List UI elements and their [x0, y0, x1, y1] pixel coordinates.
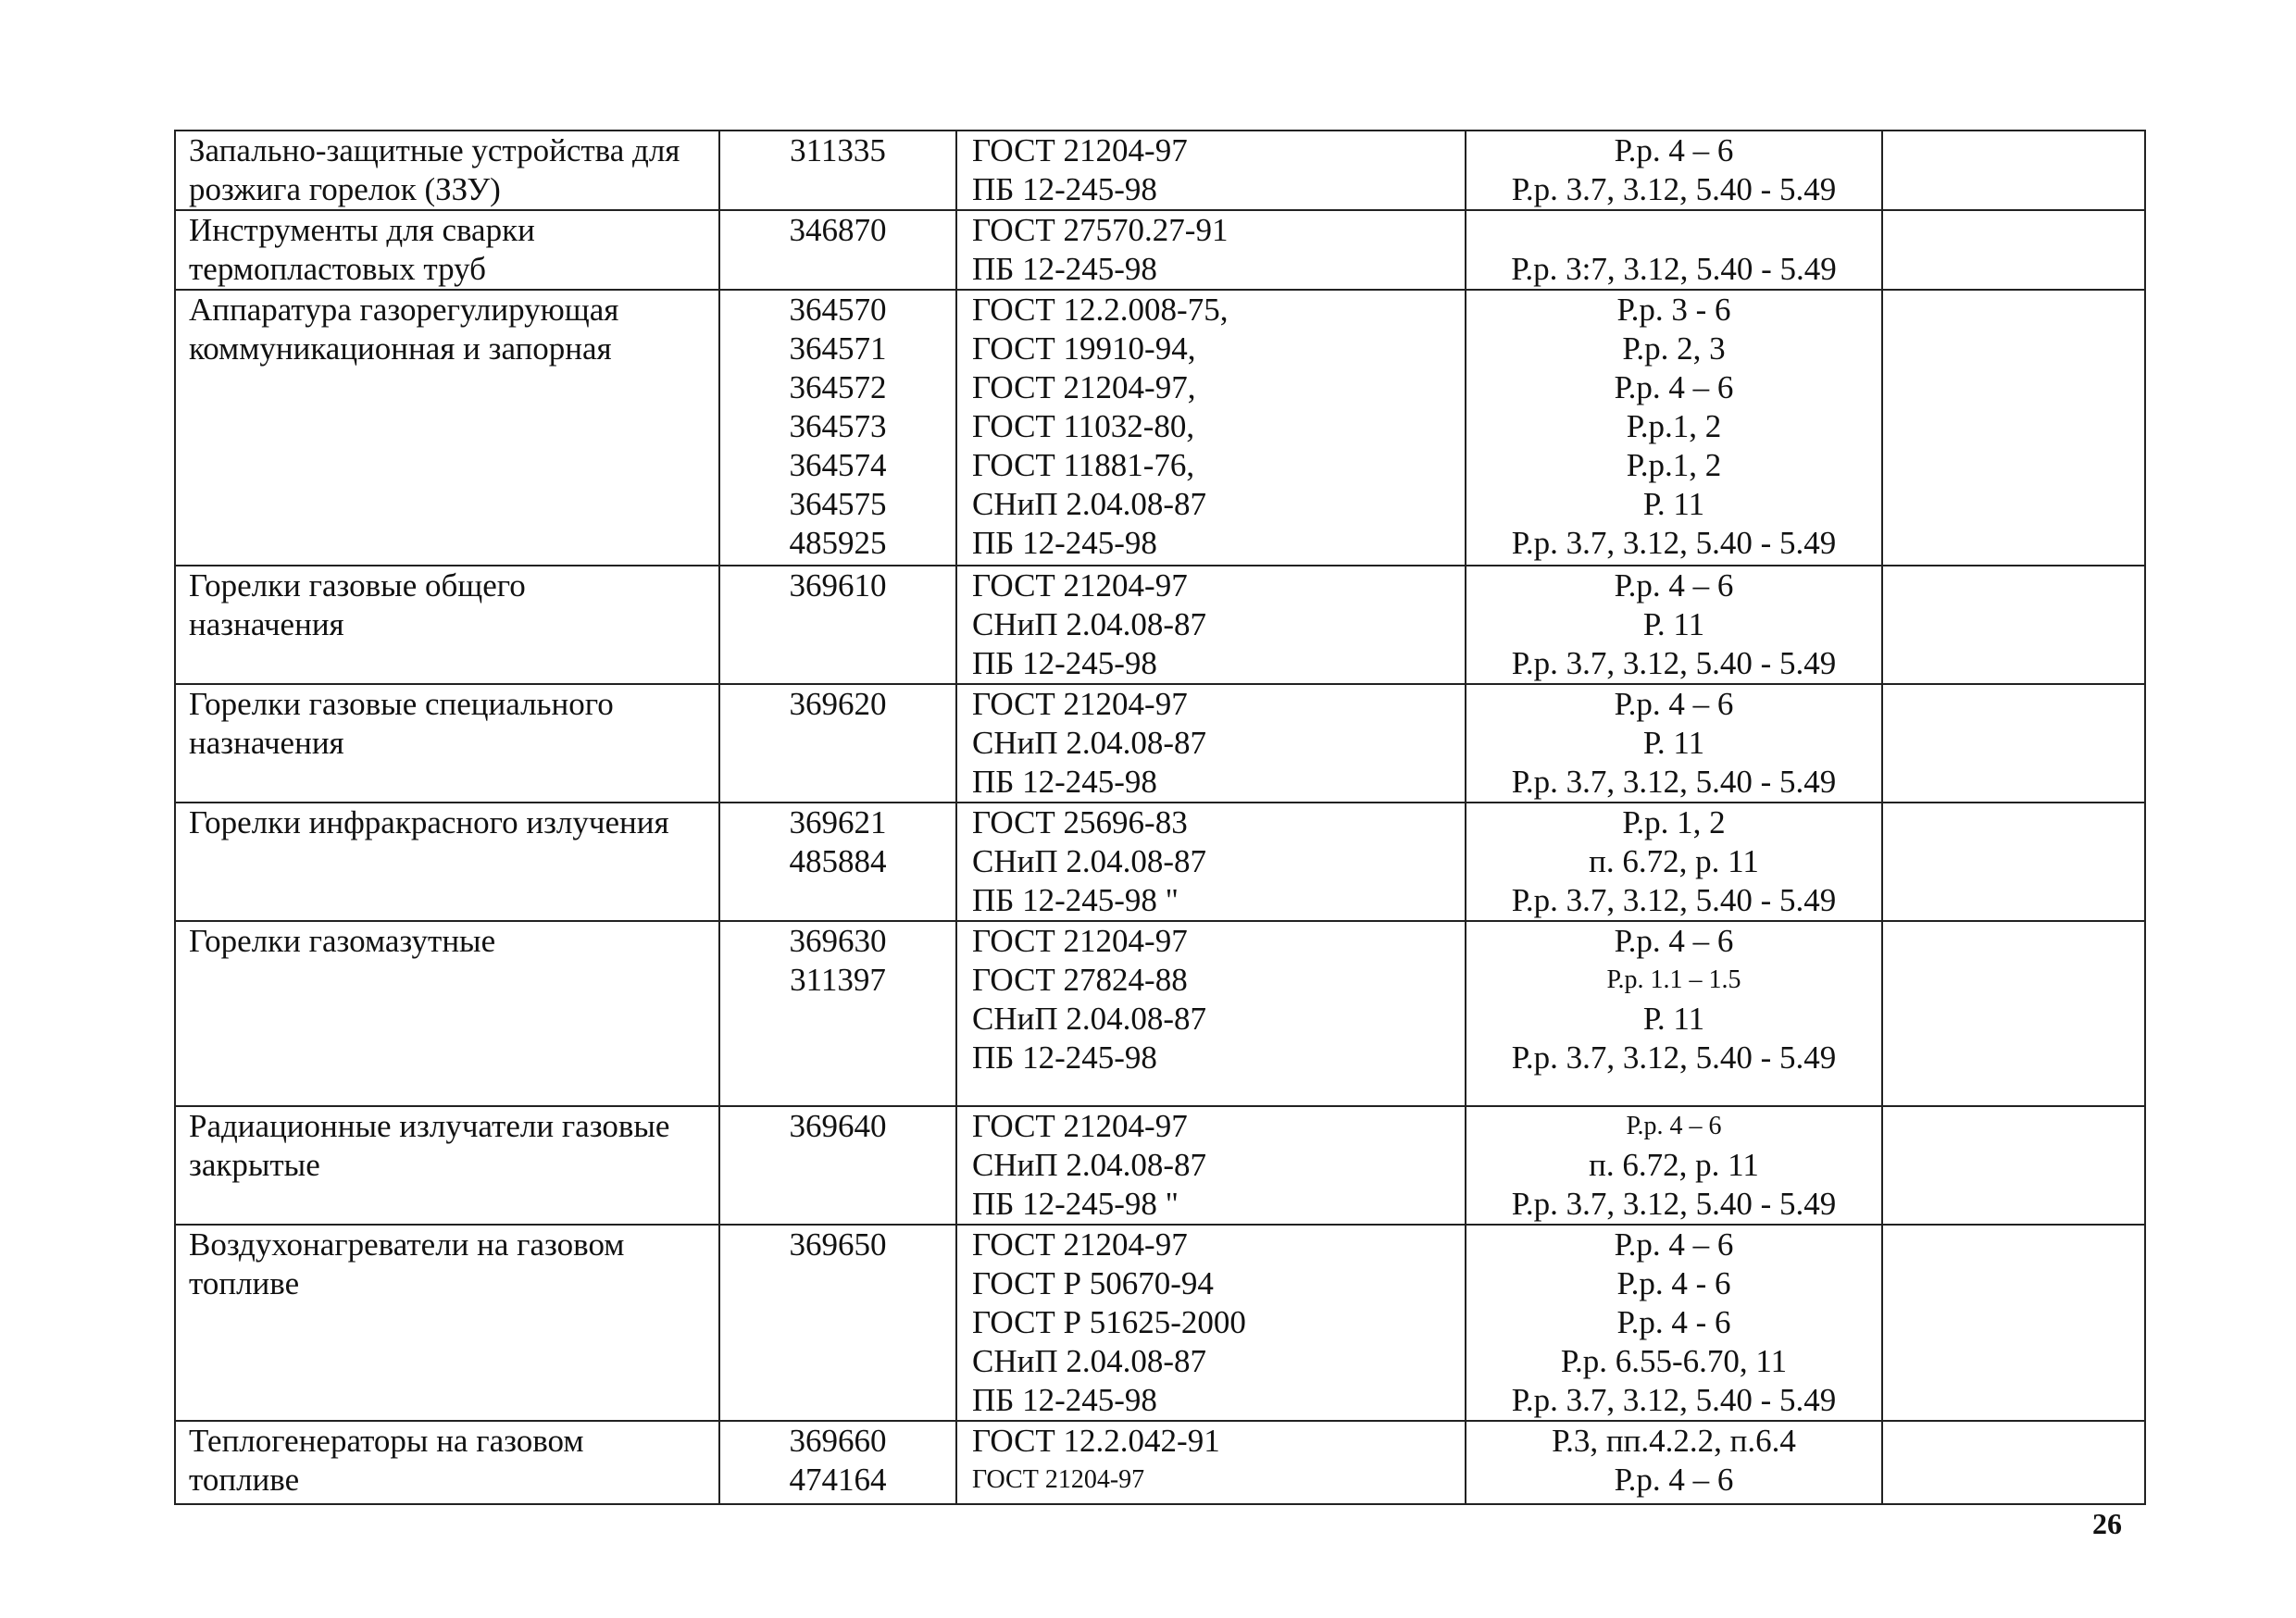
- reference-cell: [1466, 1106, 1882, 1225]
- product-name-cell: [175, 1421, 719, 1504]
- product-name-line: Горелки газовые общего: [189, 567, 526, 604]
- standard-cell: [956, 1421, 1466, 1504]
- reference-line: Р.р. 3.7, 3.12, 5.40 - 5.49: [1511, 525, 1837, 561]
- table-row: [175, 566, 2145, 684]
- reference-line: Р. 11: [1642, 606, 1705, 642]
- standard-line: ПБ 12-245-98: [972, 1382, 1157, 1418]
- product-name-cell: [175, 210, 719, 290]
- product-name-cell: [175, 1225, 719, 1421]
- product-name-cell: [175, 803, 719, 921]
- product-code: 369650: [789, 1226, 887, 1263]
- reference-line: Р.р. 4 – 6: [1614, 369, 1734, 405]
- standard-line: ГОСТ 11032-80,: [972, 408, 1195, 444]
- standard-line: ПБ 12-245-98: [972, 645, 1157, 681]
- reference-cell: [1466, 803, 1882, 921]
- product-name-line: Горелки инфракрасного излучения: [189, 804, 669, 840]
- product-code-cell: [719, 1106, 956, 1225]
- product-name-line: Горелки газомазутные: [189, 923, 496, 959]
- standard-line: ГОСТ 21204-97: [972, 1465, 1145, 1494]
- reference-line: Р.р. 2, 3: [1622, 330, 1726, 367]
- product-code: 369620: [789, 686, 887, 722]
- standard-line: ГОСТ Р 51625-2000: [972, 1304, 1246, 1340]
- product-code: 364572: [789, 369, 887, 405]
- product-code: 485925: [789, 525, 887, 561]
- reference-line: Р. 11: [1642, 486, 1705, 522]
- standard-line: ГОСТ 21204-97: [972, 923, 1188, 959]
- reference-line: Р.р. 3 - 6: [1616, 292, 1731, 328]
- standard-line: ПБ 12-245-98: [972, 764, 1157, 800]
- standard-line: ГОСТ 12.2.008-75,: [972, 292, 1229, 328]
- product-code-cell: [719, 1225, 956, 1421]
- standard-line: ПБ 12-245-98 ": [972, 1186, 1179, 1222]
- product-name-cell: [175, 684, 719, 803]
- standard-line: ГОСТ 27570.27-91: [972, 212, 1229, 248]
- empty-cell: [1882, 210, 2145, 290]
- reference-cell: [1466, 210, 1882, 290]
- empty-cell: [1882, 1225, 2145, 1421]
- reference-line: Р.р. 3.7, 3.12, 5.40 - 5.49: [1511, 882, 1837, 918]
- product-code: 369630: [789, 923, 887, 959]
- reference-line: Р.р. 4 – 6: [1614, 686, 1734, 722]
- standard-line: ГОСТ 11881-76,: [972, 447, 1195, 483]
- product-name-line: закрытые: [189, 1147, 320, 1183]
- product-code: 364571: [789, 330, 887, 367]
- table-row: [175, 921, 2145, 1106]
- reference-line: Р. 11: [1642, 725, 1705, 761]
- standard-line: СНиП 2.04.08-87: [972, 725, 1207, 761]
- product-name-cell: [175, 131, 719, 210]
- standard-line: СНиП 2.04.08-87: [972, 843, 1207, 879]
- standard-line: ГОСТ 25696-83: [972, 804, 1188, 840]
- standard-cell: [956, 921, 1466, 1106]
- reference-cell: [1466, 290, 1882, 566]
- reference-line: Р.р. 1.1 – 1.5: [1606, 965, 1741, 994]
- product-name-line: Инструменты для сварки: [189, 212, 535, 248]
- standard-line: ПБ 12-245-98: [972, 525, 1157, 561]
- empty-cell: [1882, 131, 2145, 210]
- product-name-line: назначения: [189, 606, 344, 642]
- standard-cell: [956, 290, 1466, 566]
- table-row: [175, 684, 2145, 803]
- reference-cell: [1466, 684, 1882, 803]
- product-code-cell: [719, 684, 956, 803]
- product-code-cell: [719, 566, 956, 684]
- reference-line: [1466, 211, 1881, 250]
- product-code: 474164: [789, 1462, 887, 1498]
- product-name-line: топливе: [189, 1265, 300, 1301]
- standard-line: ГОСТ 27824-88: [972, 962, 1188, 998]
- reference-cell: [1466, 1225, 1882, 1421]
- product-code: 311335: [790, 132, 886, 168]
- standard-cell: [956, 803, 1466, 921]
- table-row: [175, 1421, 2145, 1504]
- product-name-cell: [175, 1106, 719, 1225]
- reference-cell: [1466, 921, 1882, 1106]
- product-code-cell: [719, 131, 956, 210]
- reference-line: Р.р. 3.7, 3.12, 5.40 - 5.49: [1511, 1039, 1837, 1076]
- table-row: [175, 290, 2145, 566]
- product-code: 369640: [789, 1108, 887, 1144]
- standard-cell: [956, 1225, 1466, 1421]
- product-name-cell: [175, 921, 719, 1106]
- reference-cell: [1466, 566, 1882, 684]
- reference-line: Р. 11: [1642, 1001, 1705, 1037]
- product-name-line: назначения: [189, 725, 344, 761]
- product-code: 364574: [789, 447, 887, 483]
- reference-line: Р.р. 1, 2: [1622, 804, 1726, 840]
- empty-cell: [1882, 803, 2145, 921]
- reference-line: Р.р. 3.7, 3.12, 5.40 - 5.49: [1511, 171, 1837, 207]
- standard-cell: [956, 684, 1466, 803]
- product-code: 364570: [789, 292, 887, 328]
- product-name-line: Горелки газовые специального: [189, 686, 614, 722]
- table-row: [175, 1106, 2145, 1225]
- standard-cell: [956, 131, 1466, 210]
- reference-line: Р.р.1, 2: [1626, 408, 1722, 444]
- standards-table: [174, 130, 2146, 1505]
- product-name-line: розжига горелок (ЗЗУ): [189, 171, 501, 207]
- product-code-cell: [719, 1421, 956, 1504]
- standard-cell: [956, 210, 1466, 290]
- page-number: 26: [2092, 1507, 2122, 1540]
- product-name-line: Радиационные излучатели газовые: [189, 1108, 670, 1144]
- product-name-line: Воздухонагреватели на газовом: [189, 1226, 625, 1263]
- product-code: 485884: [789, 843, 887, 879]
- reference-line: Р.р. 3.7, 3.12, 5.40 - 5.49: [1511, 645, 1837, 681]
- standard-cell: [956, 566, 1466, 684]
- table-row: [175, 1225, 2145, 1421]
- reference-line: Р.р. 4 - 6: [1616, 1304, 1731, 1340]
- standard-line: СНиП 2.04.08-87: [972, 486, 1207, 522]
- standard-line: СНиП 2.04.08-87: [972, 1147, 1207, 1183]
- reference-line: Р.р. 4 – 6: [1614, 132, 1734, 168]
- reference-line: Р.р. 6.55-6.70, 11: [1560, 1343, 1788, 1379]
- product-code: 364573: [789, 408, 887, 444]
- empty-cell: [1882, 290, 2145, 566]
- product-code-cell: [719, 210, 956, 290]
- reference-cell: [1466, 131, 1882, 210]
- product-name-cell: [175, 566, 719, 684]
- product-code: 364575: [789, 486, 887, 522]
- product-name-line: коммуникационная и запорная: [189, 330, 612, 367]
- standard-line: ГОСТ 21204-97: [972, 132, 1188, 168]
- empty-cell: [1882, 921, 2145, 1106]
- standard-line: ПБ 12-245-98 ": [972, 882, 1179, 918]
- product-code: 346870: [789, 212, 887, 248]
- standard-line: ГОСТ 21204-97: [972, 1226, 1188, 1263]
- table-row: [175, 131, 2145, 210]
- standard-line: ПБ 12-245-98: [972, 251, 1157, 287]
- product-name-line: Аппаратура газорегулирующая: [189, 292, 619, 328]
- product-name-line: топливе: [189, 1462, 300, 1498]
- standard-line: ГОСТ 21204-97: [972, 567, 1188, 604]
- table-row: [175, 803, 2145, 921]
- product-name-line: Запально-защитные устройства для: [189, 132, 680, 168]
- reference-line: п. 6.72, р. 11: [1589, 843, 1759, 879]
- standard-line: ГОСТ 12.2.042-91: [972, 1423, 1220, 1459]
- reference-line: Р.р. 4 – 6: [1614, 923, 1734, 959]
- product-code: 369610: [789, 567, 887, 604]
- standard-line: СНиП 2.04.08-87: [972, 1001, 1207, 1037]
- product-name-cell: [175, 290, 719, 566]
- reference-line: Р.р. 3:7, 3.12, 5.40 - 5.49: [1511, 251, 1837, 287]
- empty-cell: [1882, 1421, 2145, 1504]
- reference-line: Р.3, пп.4.2.2, п.6.4: [1552, 1423, 1796, 1459]
- reference-line: Р.р. 3.7, 3.12, 5.40 - 5.49: [1511, 764, 1837, 800]
- reference-line: Р.р. 4 – 6: [1614, 1462, 1734, 1498]
- table-row: [175, 210, 2145, 290]
- reference-cell: [1466, 1421, 1882, 1504]
- product-code-cell: [719, 290, 956, 566]
- standard-line: ГОСТ 21204-97: [972, 1108, 1188, 1144]
- product-code: 369660: [789, 1423, 887, 1459]
- product-code: 369621: [789, 804, 887, 840]
- empty-cell: [1882, 684, 2145, 803]
- product-code: 311397: [790, 962, 886, 998]
- standard-cell: [956, 1106, 1466, 1225]
- product-code-cell: [719, 921, 956, 1106]
- reference-line: Р.р. 4 – 6: [1626, 1112, 1722, 1140]
- standard-line: ГОСТ Р 50670-94: [972, 1265, 1214, 1301]
- standard-line: ПБ 12-245-98: [972, 1039, 1157, 1076]
- product-name-line: термопластовых труб: [189, 251, 486, 287]
- empty-cell: [1882, 566, 2145, 684]
- reference-line: Р.р. 3.7, 3.12, 5.40 - 5.49: [1511, 1382, 1837, 1418]
- standard-line: СНиП 2.04.08-87: [972, 1343, 1207, 1379]
- standard-line: СНиП 2.04.08-87: [972, 606, 1207, 642]
- empty-cell: [1882, 1106, 2145, 1225]
- standard-line: ГОСТ 21204-97: [972, 686, 1188, 722]
- product-code-cell: [719, 803, 956, 921]
- standard-line: ПБ 12-245-98: [972, 171, 1157, 207]
- reference-line: Р.р. 4 – 6: [1614, 1226, 1734, 1263]
- product-name-line: Теплогенераторы на газовом: [189, 1423, 584, 1459]
- reference-line: Р.р. 4 - 6: [1616, 1265, 1731, 1301]
- standard-line: ГОСТ 21204-97,: [972, 369, 1196, 405]
- reference-line: Р.р. 4 – 6: [1614, 567, 1734, 604]
- reference-line: Р.р. 3.7, 3.12, 5.40 - 5.49: [1511, 1186, 1837, 1222]
- standard-line: ГОСТ 19910-94,: [972, 330, 1196, 367]
- reference-line: Р.р.1, 2: [1626, 447, 1722, 483]
- reference-line: п. 6.72, р. 11: [1589, 1147, 1759, 1183]
